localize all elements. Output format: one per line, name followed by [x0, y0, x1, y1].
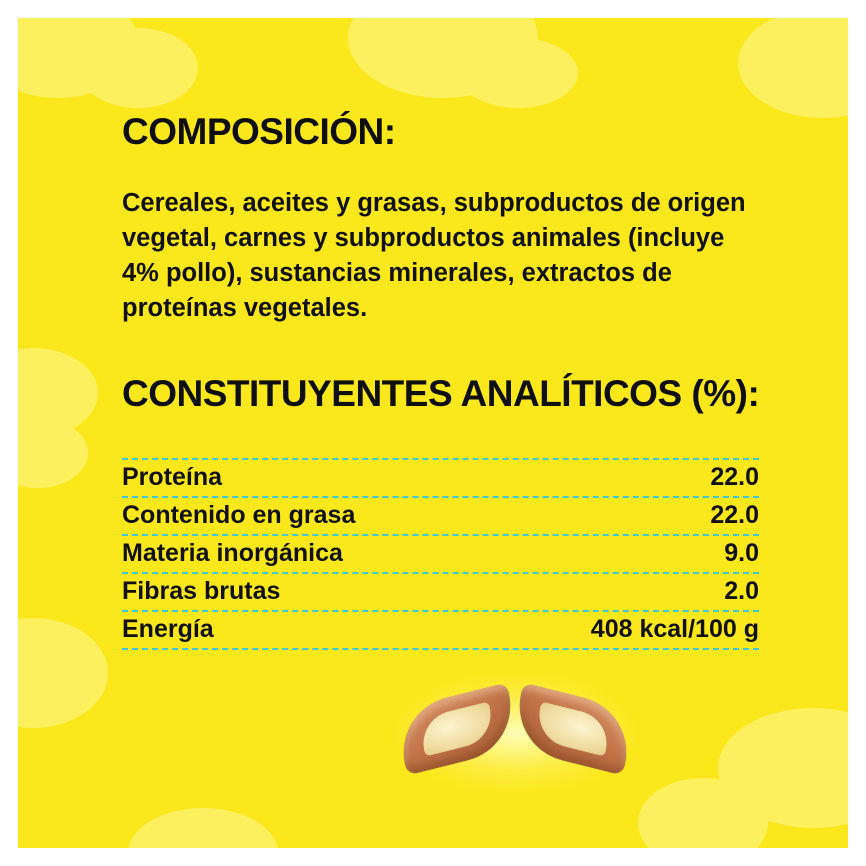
filled-kibble-illustration	[386, 668, 646, 798]
table-row	[122, 458, 759, 498]
nutrient-value: 9.0	[724, 539, 759, 567]
table-row	[122, 536, 759, 574]
nutrient-label: Energía	[122, 615, 214, 643]
table-row	[122, 612, 759, 650]
table-row	[122, 574, 759, 612]
table-row	[122, 498, 759, 536]
panel-content	[122, 18, 782, 848]
kibble-filling-icon	[417, 702, 498, 757]
nutrient-value: 408 kcal/100 g	[590, 615, 759, 643]
composition-heading: COMPOSICIÓN:	[122, 111, 396, 152]
analytical-constituents-table	[122, 458, 759, 650]
kibble-filling-icon	[533, 702, 614, 757]
cloud-decoration-icon	[18, 618, 108, 728]
analytical-constituents-heading: CONSTITUYENTES ANALÍTICOS (%):	[122, 373, 760, 414]
cloud-decoration-icon	[18, 18, 138, 98]
nutrient-value: 22.0	[710, 501, 759, 529]
composition-ingredients-text: Cereales, aceites y grasas, subproductos de origen vegetal, carnes y subproductos animales (incluye 4% pollo), sustancias minerales, extractos de proteínas vegetales.	[122, 189, 746, 322]
nutrient-value: 2.0	[724, 577, 759, 605]
nutrient-value: 22.0	[710, 463, 759, 491]
nutrient-label: Contenido en grasa	[122, 501, 356, 529]
nutrient-label: Proteína	[122, 463, 223, 491]
cloud-decoration-icon	[18, 348, 98, 438]
nutrient-label: Materia inorgánica	[122, 539, 343, 567]
composition-panel	[18, 18, 848, 848]
cloud-decoration-icon	[18, 418, 88, 488]
nutrient-label: Fibras brutas	[122, 577, 281, 605]
